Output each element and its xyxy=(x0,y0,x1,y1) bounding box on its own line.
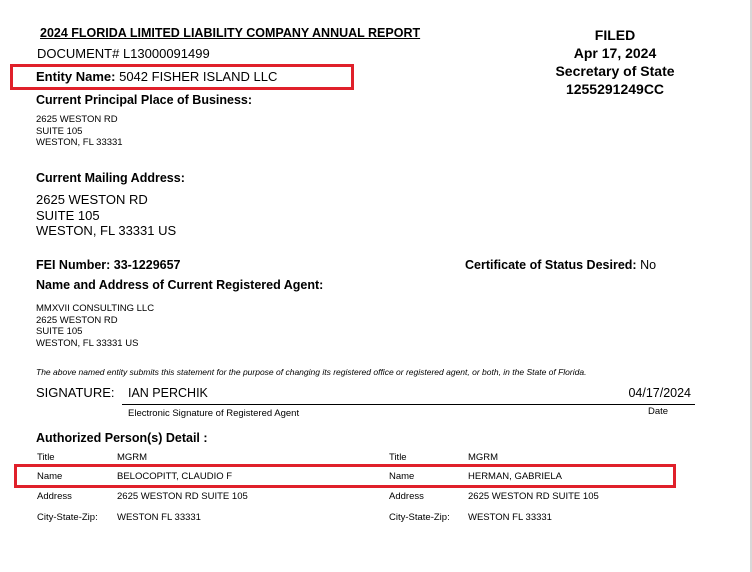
person-2-name-value: HERMAN, GABRIELA xyxy=(468,471,562,482)
entity-name-value: 5042 FISHER ISLAND LLC xyxy=(119,69,278,84)
mailing-line: SUITE 105 xyxy=(36,207,100,223)
principal-line: WESTON, FL 33331 xyxy=(36,137,123,148)
signature-date: 04/17/2024 xyxy=(628,386,691,400)
person-1-csz-value: WESTON FL 33331 xyxy=(117,512,201,523)
person-2-csz-value: WESTON FL 33331 xyxy=(468,512,552,523)
person-2-address-label: Address xyxy=(389,491,424,502)
agent-address xyxy=(36,303,154,349)
person-1-address-label: Address xyxy=(37,491,72,502)
certificate-row xyxy=(465,258,656,272)
agent-line: SUITE 105 xyxy=(36,326,83,337)
principal-line: SUITE 105 xyxy=(36,125,83,137)
principal-heading: Current Principal Place of Business: xyxy=(36,93,253,107)
entity-name-row xyxy=(36,69,277,84)
certificate-value: No xyxy=(640,258,657,272)
filed-date: Apr 17, 2024 xyxy=(573,45,657,61)
person-2-name-label: Name xyxy=(389,471,415,482)
fei-number: FEI Number: 33-1229657 xyxy=(36,258,181,272)
signature-label: SIGNATURE: xyxy=(36,385,115,400)
person-2-title-value: MGRM xyxy=(468,452,499,463)
filed-number: 1255291249CC xyxy=(565,81,665,97)
signature-line xyxy=(122,404,695,405)
person-1-name-value: BELOCOPITT, CLAUDIO F xyxy=(117,471,233,482)
filed-office: Secretary of State xyxy=(555,63,675,79)
principal-address xyxy=(36,114,123,149)
person-1-address-value: 2625 WESTON RD SUITE 105 xyxy=(117,491,248,502)
mailing-heading: Current Mailing Address: xyxy=(36,171,185,185)
principal-line: 2625 WESTON RD xyxy=(36,114,118,125)
signature-date-caption: Date xyxy=(648,406,669,417)
report-title: 2024 FLORIDA LIMITED LIABILITY COMPANY ANNUAL REPORT xyxy=(40,26,421,40)
person-2-address-value: 2625 WESTON RD SUITE 105 xyxy=(468,491,599,502)
filed-status: FILED xyxy=(594,27,636,43)
signature-name: IAN PERCHIK xyxy=(128,386,208,400)
person-2-title-label: Title xyxy=(389,452,407,463)
person-1-title-value: MGRM xyxy=(117,452,148,463)
signature-caption: Electronic Signature of Registered Agent xyxy=(128,408,300,419)
agent-line: 2625 WESTON RD xyxy=(36,314,118,326)
agent-line: WESTON, FL 33331 US xyxy=(36,337,139,349)
agent-heading: Name and Address of Current Registered Agent: xyxy=(36,278,324,292)
certificate-label: Certificate of Status Desired: xyxy=(465,258,637,272)
statement-text: The above named entity submits this statement for the purpose of changing its registered office or registered agent, or both, in the State of Florida. xyxy=(36,367,587,377)
person-2-csz-label: City-State-Zip: xyxy=(389,512,450,523)
mailing-line: 2625 WESTON RD xyxy=(36,192,148,207)
agent-line: MMXVII CONSULTING LLC xyxy=(36,303,155,314)
person-1-name-label: Name xyxy=(37,471,63,482)
person-1-title-label: Title xyxy=(37,452,55,463)
authorized-heading: Authorized Person(s) Detail : xyxy=(36,431,208,445)
mailing-address xyxy=(36,192,176,239)
name-highlight-box xyxy=(14,464,676,488)
person-1-csz-label: City-State-Zip: xyxy=(37,512,98,523)
entity-name-label: Entity Name: xyxy=(36,69,116,84)
mailing-line: WESTON, FL 33331 US xyxy=(36,223,177,238)
document-number: DOCUMENT# L13000091499 xyxy=(37,46,210,61)
